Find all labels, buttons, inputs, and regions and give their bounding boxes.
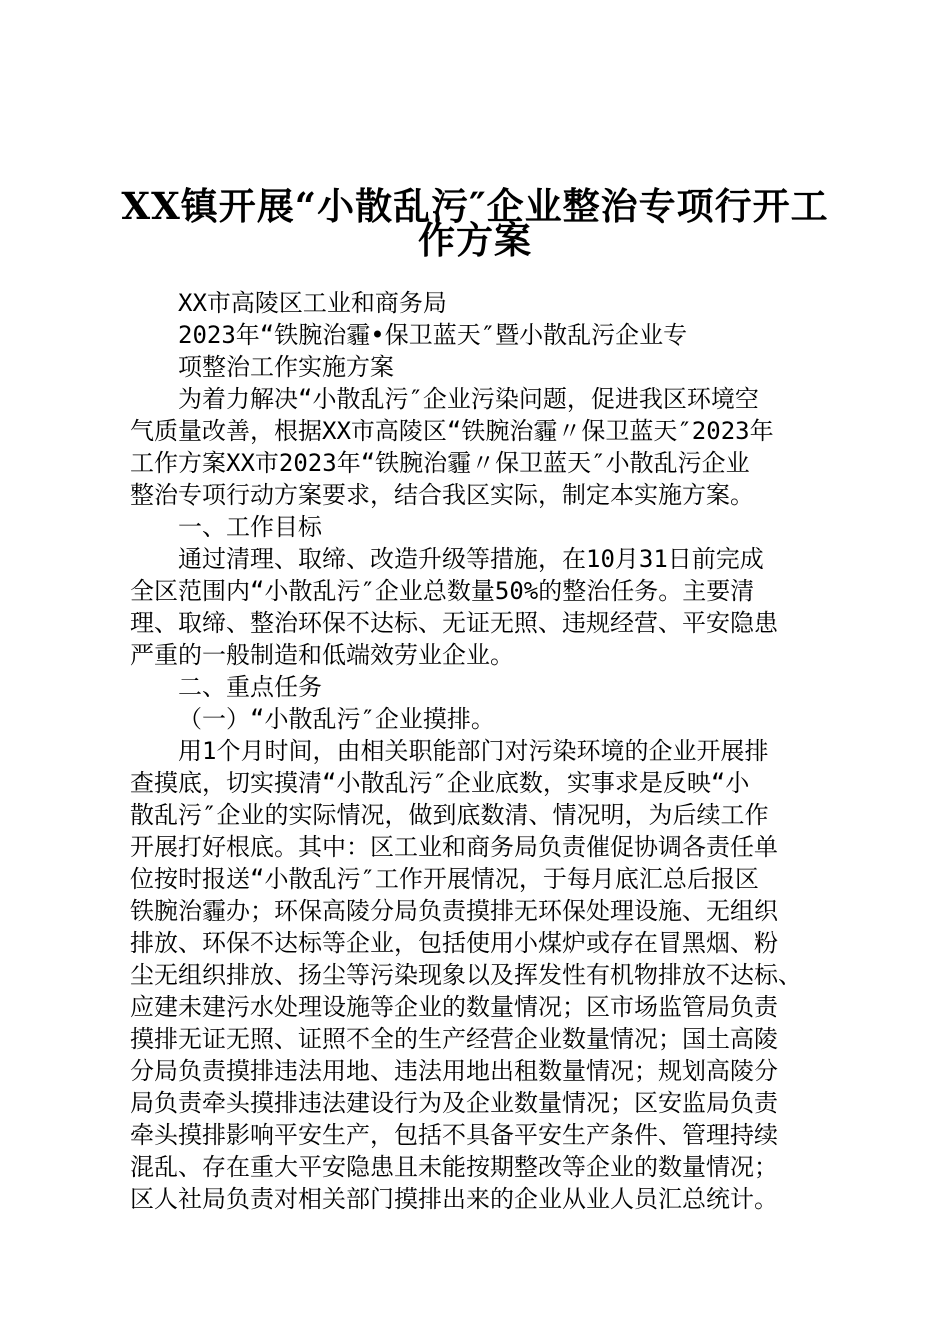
body-line: 局负责牵头摸排违法建设行为及企业数量情况；区安监局负责	[130, 1089, 778, 1117]
body-line: 尘无组织排放、扬尘等污染现象以及挥发性有机物排放不达标、	[130, 961, 802, 989]
body-line: 整治专项行动方案要求，结合我区实际，制定本实施方案。	[130, 481, 754, 509]
body-line: 摸排无证无照、证照不全的生产经营企业数量情况；国土高陵	[130, 1025, 778, 1053]
body-line: 区人社局负责对相关部门摸排出来的企业从业人员汇总统计。	[130, 1185, 778, 1213]
body-line: （一）“小散乱污″企业摸排。	[178, 705, 495, 733]
body-line: 铁腕治霾办；环保高陵分局负责摸排无环保处理设施、无组织	[130, 897, 778, 925]
body-line: 混乱、存在重大平安隐患且未能按期整改等企业的数量情况；	[130, 1153, 778, 1181]
body-line: 用1个月时间，由相关职能部门对污染环境的企业开展排	[178, 737, 769, 765]
body-line: 工作方案XX市2023年“铁腕治霾〃保卫蓝天″小散乱污企业	[130, 449, 750, 477]
document-title-line-1: XX镇开展“小散乱污″企业整治专项行开工	[121, 184, 829, 228]
body-line: 理、取缔、整治环保不达标、无证无照、违规经营、平安隐患	[130, 609, 778, 637]
body-line: 项整治工作实施方案	[178, 353, 394, 381]
body-line: 2023年“铁腕治霾•保卫蓝天″暨小散乱污企业专	[178, 321, 688, 349]
body-line: 全区范围内“小散乱污″企业总数量50%的整治任务。主要清	[130, 577, 755, 605]
body-line: 分局负责摸排违法用地、违法用地出租数量情况；规划高陵分	[130, 1057, 778, 1085]
body-line: 散乱污″企业的实际情况，做到底数清、情况明，为后续工作	[130, 801, 769, 829]
body-line: 一、工作目标	[178, 513, 322, 541]
body-line: 严重的一般制造和低端效劳业企业。	[130, 641, 514, 669]
body-line: 排放、环保不达标等企业，包括使用小煤炉或存在冒黑烟、粉	[130, 929, 778, 957]
document-body	[130, 287, 830, 1215]
body-line: 应建未建污水处理设施等企业的数量情况；区市场监管局负责	[130, 993, 778, 1021]
body-line: XX市高陵区工业和商务局	[178, 289, 447, 317]
body-line: 查摸底，切实摸清“小散乱污″企业底数，实事求是反映“小	[130, 769, 750, 797]
body-line: 气质量改善，根据XX市高陵区“铁腕治霾〃保卫蓝天″2023年	[130, 417, 774, 445]
body-line: 通过清理、取缔、改造升级等措施，在10月31日前完成	[178, 545, 764, 573]
body-line: 开展打好根底。其中：区工业和商务局负责催促协调各责任单	[130, 833, 778, 861]
body-line: 二、重点任务	[178, 673, 322, 701]
body-line: 位按时报送“小散乱污″工作开展情况，于每月底汇总后报区	[130, 865, 759, 893]
body-line: 为着力解决“小散乱污″企业污染问题，促进我区环境空	[178, 385, 759, 413]
document-title-line-2: 作方案	[418, 218, 532, 262]
body-line: 牵头摸排影响平安生产，包括不具备平安生产条件、管理持续	[130, 1121, 778, 1149]
